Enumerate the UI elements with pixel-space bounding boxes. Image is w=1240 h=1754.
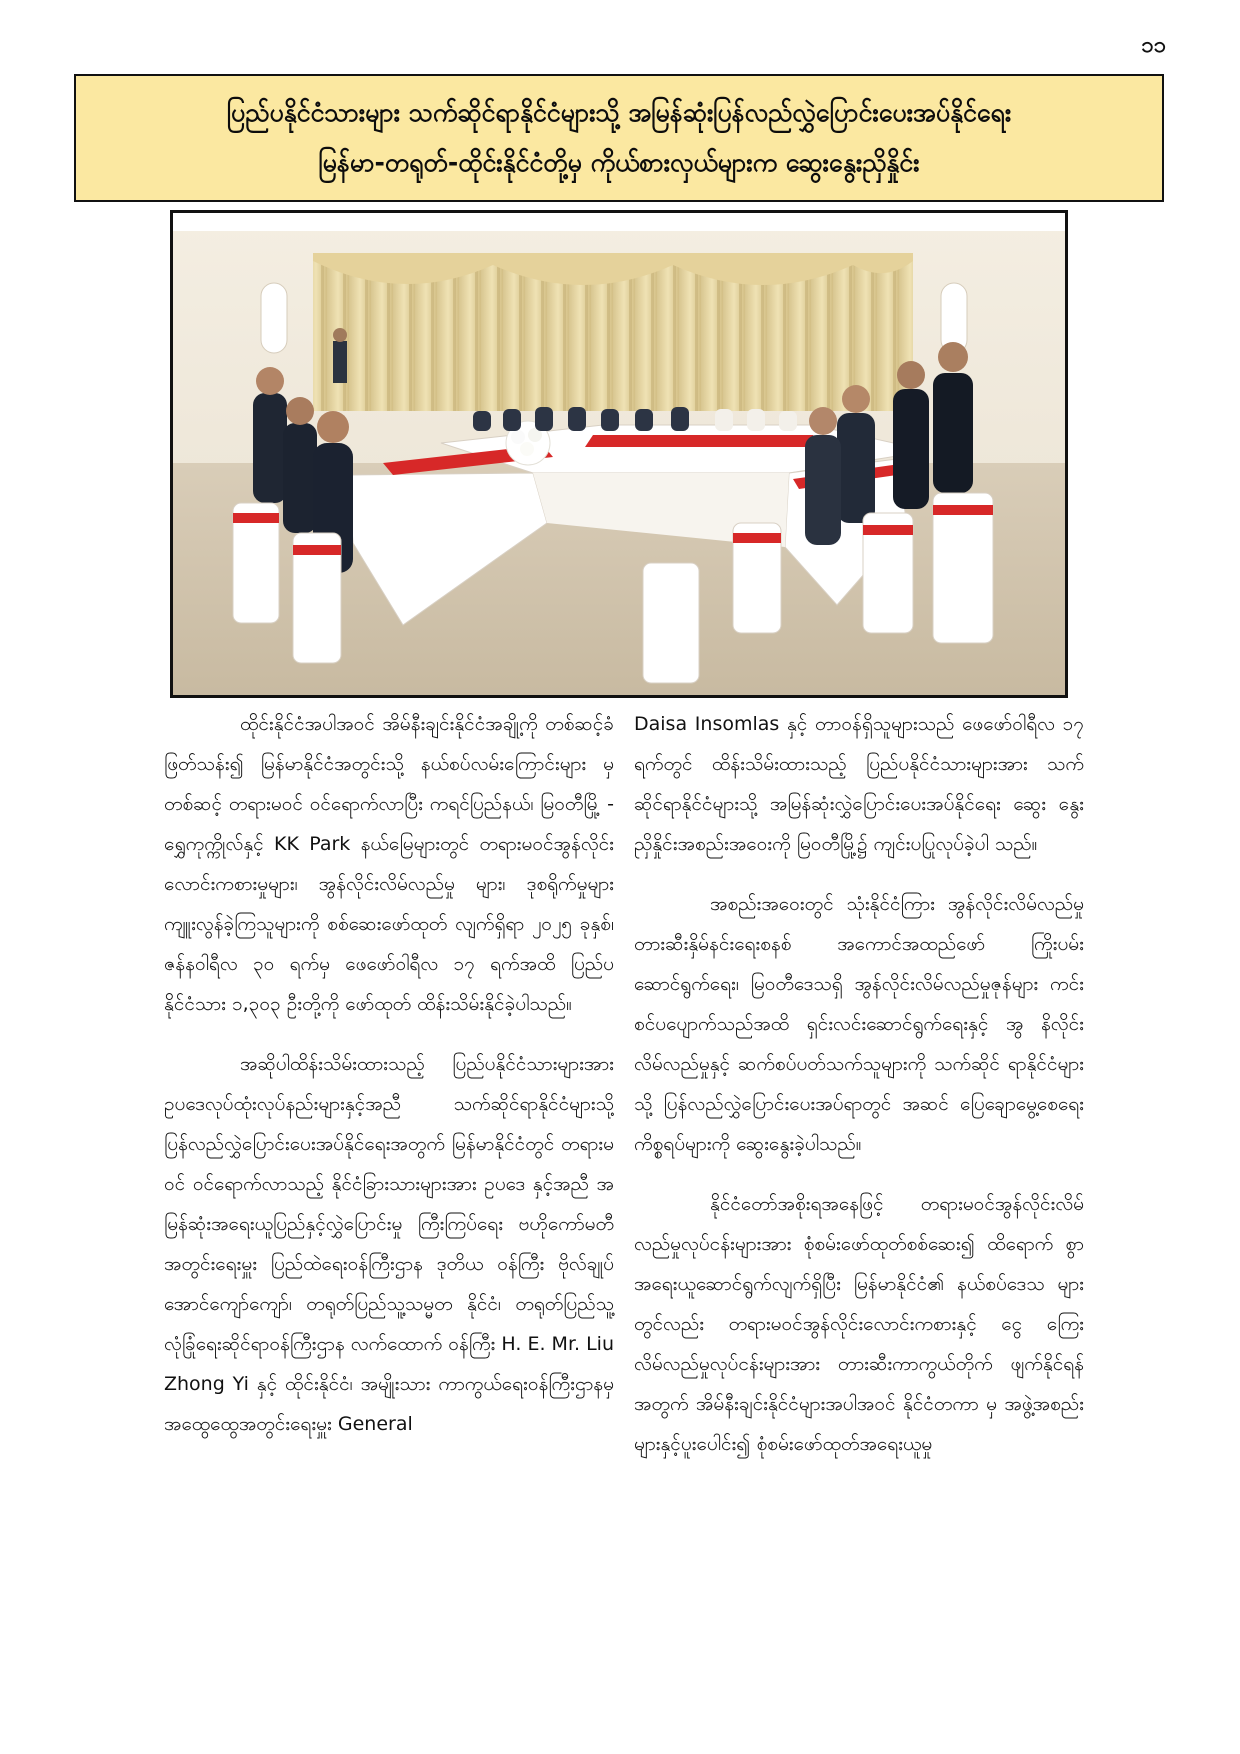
wall-niche-left [261,283,287,353]
article-left-column [164,704,614,1464]
headline-line-1: ပြည်ပနိုင်ငံသားများ သက်ဆိုင်ရာနိုင်ငံများသို့ အမြန်ဆုံးပြန်လည်လွှဲပြောင်းပေးအပ်နိုင်ရေး [226,98,1012,127]
headline-line-2: မြန်မာ-တရုတ်-ထိုင်းနိုင်ငံတို့မှ ကိုယ်စားလှယ်များက ဆွေးနွေးညှိနှိုင်း [318,148,920,177]
article-paragraph: နိုင်ငံတော်အစိုးရအနေဖြင့် တရားမဝင်အွန်လိုင်းလိမ် လည်မှုလုပ်ငန်းများအား စုံစမ်းဖော်ထုတ်စစ်ဆေး၍ ထိရောက် စွာ အရေးယူဆောင်ရွက်လျက်ရှိပြီး မြန်မာနိုင်ငံ၏ နယ်စပ်ဒေသ များတွင်လည်း တရားမဝင်အွန်လိုင်းလောင်းကစားနှင့် ငွေ ကြေးလိမ်လည်မှုလုပ်ငန်းများအား တားဆီးကာကွယ်တိုက် ဖျက်နိုင်ရန်အတွက် အိမ်နီးချင်းနိုင်ငံများအပါအဝင် နိုင်ငံတကာ မှ အဖွဲ့အစည်းများနှင့်ပူးပေါင်း၍ စုံစမ်းဖော်ထုတ်အရေးယူမှု [634,1193,1084,1455]
meeting-photo-illustration [173,213,1065,695]
meeting-photo [170,210,1068,698]
headline-box [74,74,1164,202]
article-right-column [634,704,1084,1484]
article-paragraph: ထိုင်းနိုင်ငံအပါအဝင် အိမ်နီးချင်းနိုင်ငံအချို့ကို တစ်ဆင့်ခံ ဖြတ်သန်း၍ မြန်မာနိုင်ငံအတွင်းသို့ နယ်စပ်လမ်းကြောင်းများ မှတစ်ဆင့် တရားမဝင် ဝင်ရောက်လာပြီး ကရင်ပြည်နယ်၊ မြဝတီမြို့ - ရွှေကုက္ကိုလ်နှင့် KK Park နယ်မြေများတွင် တရားမဝင်အွန်လိုင်းလောင်းကစားမှုများ၊ အွန်လိုင်းလိမ်လည်မှု များ၊ ဒုစရိုက်မှုများကျူးလွန်ခဲ့ကြသူများကို စစ်ဆေးဖော်ထုတ် လျက်ရှိရာ ၂၀၂၅ ခုနှစ်၊ ဇန်နဝါရီလ ၃၀ ရက်မှ ဖေဖော်ဝါရီလ ၁၇ ရက်အထိ ပြည်ပနိုင်ငံသား ၁,၃၀၃ ဦးတို့ကို ဖော်ထုတ် ထိန်းသိမ်းနိုင်ခဲ့ပါသည်။ [164,713,614,1015]
article-paragraph: အဆိုပါထိန်းသိမ်းထားသည့် ပြည်ပနိုင်ငံသားများအား ဥပဒေလုပ်ထုံးလုပ်နည်းများနှင့်အညီ သက်ဆိုင်ရာနိုင်ငံများသို့ ပြန်လည်လွှဲပြောင်းပေးအပ်နိုင်ရေးအတွက် မြန်မာနိုင်ငံတွင် တရားမဝင် ဝင်ရောက်လာသည့် နိုင်ငံခြားသားများအား ဥပဒေ နှင့်အညီ အမြန်ဆုံးအရေးယူပြည်နှင့်လွှဲပြောင်းမှု ကြီးကြပ်ရေး ဗဟိုကော်မတီအတွင်းရေးမှူး ပြည်ထဲရေးဝန်ကြီးဌာန ဒုတိယ ဝန်ကြီး ဗိုလ်ချုပ် အောင်ကျော်ကျော်၊ တရုတ်ပြည်သူ့သမ္မတ နိုင်ငံ၊ တရုတ်ပြည်သူ့လုံခြုံရေးဆိုင်ရာဝန်ကြီးဌာန လက်ထောက် ဝန်ကြီး H. E. Mr. Liu Zhong Yi နှင့် ထိုင်းနိုင်ငံ၊ အမျိုးသား ကာကွယ်ရေးဝန်ကြီးဌာနမှ အထွေထွေအတွင်းရေးမှူး General [164,1053,614,1435]
ceiling [173,213,1065,231]
standing-officer [333,341,347,383]
seated-delegates-white [715,409,797,431]
page-number: ၁၁ [1141,33,1166,58]
article-paragraph: အစည်းအဝေးတွင် သုံးနိုင်ငံကြား အွန်လိုင်းလိမ်လည်မှု တားဆီးနှိမ်နင်းရေးစနစ် အကောင်အထည်ဖော် ကြိုးပမ်း ဆောင်ရွက်ရေး၊ မြဝတီဒေသရှိ အွန်လိုင်းလိမ်လည်မှုဇုန်များ ကင်းစင်ပပျောက်သည်အထိ ရှင်းလင်းဆောင်ရွက်ရေးနှင့် အွ နိလိုင်းလိမ်လည်မှုနှင့် ဆက်စပ်ပတ်သက်သူများကို သက်ဆိုင် ရာနိုင်ငံများသို့ ပြန်လည်လွှဲပြောင်းပေးအပ်ရာတွင် အဆင် ပြေချောမွေ့စေရေးကိစ္စရပ်များကို ဆွေးနွေးခဲ့ပါသည်။ [634,893,1084,1155]
table-runner-back [585,435,821,447]
article-paragraph: Daisa Insomlas နှင့် တာဝန်ရှိသူများသည် ဖေဖော်ဝါရီလ ၁၇ ရက်တွင် ထိန်းသိမ်းထားသည့် ပြည်ပနိုင်ငံသားများအား သက် ဆိုင်ရာနိုင်ငံများသို့ အမြန်ဆုံးလွှဲပြောင်းပေးအပ်နိုင်ရေး ဆွေး နွေး ညှိနှိုင်းအစည်းအဝေးကို မြဝတီမြို့၌ ကျင်းပပြုလုပ်ခဲ့ပါ သည်။ [634,713,1084,855]
